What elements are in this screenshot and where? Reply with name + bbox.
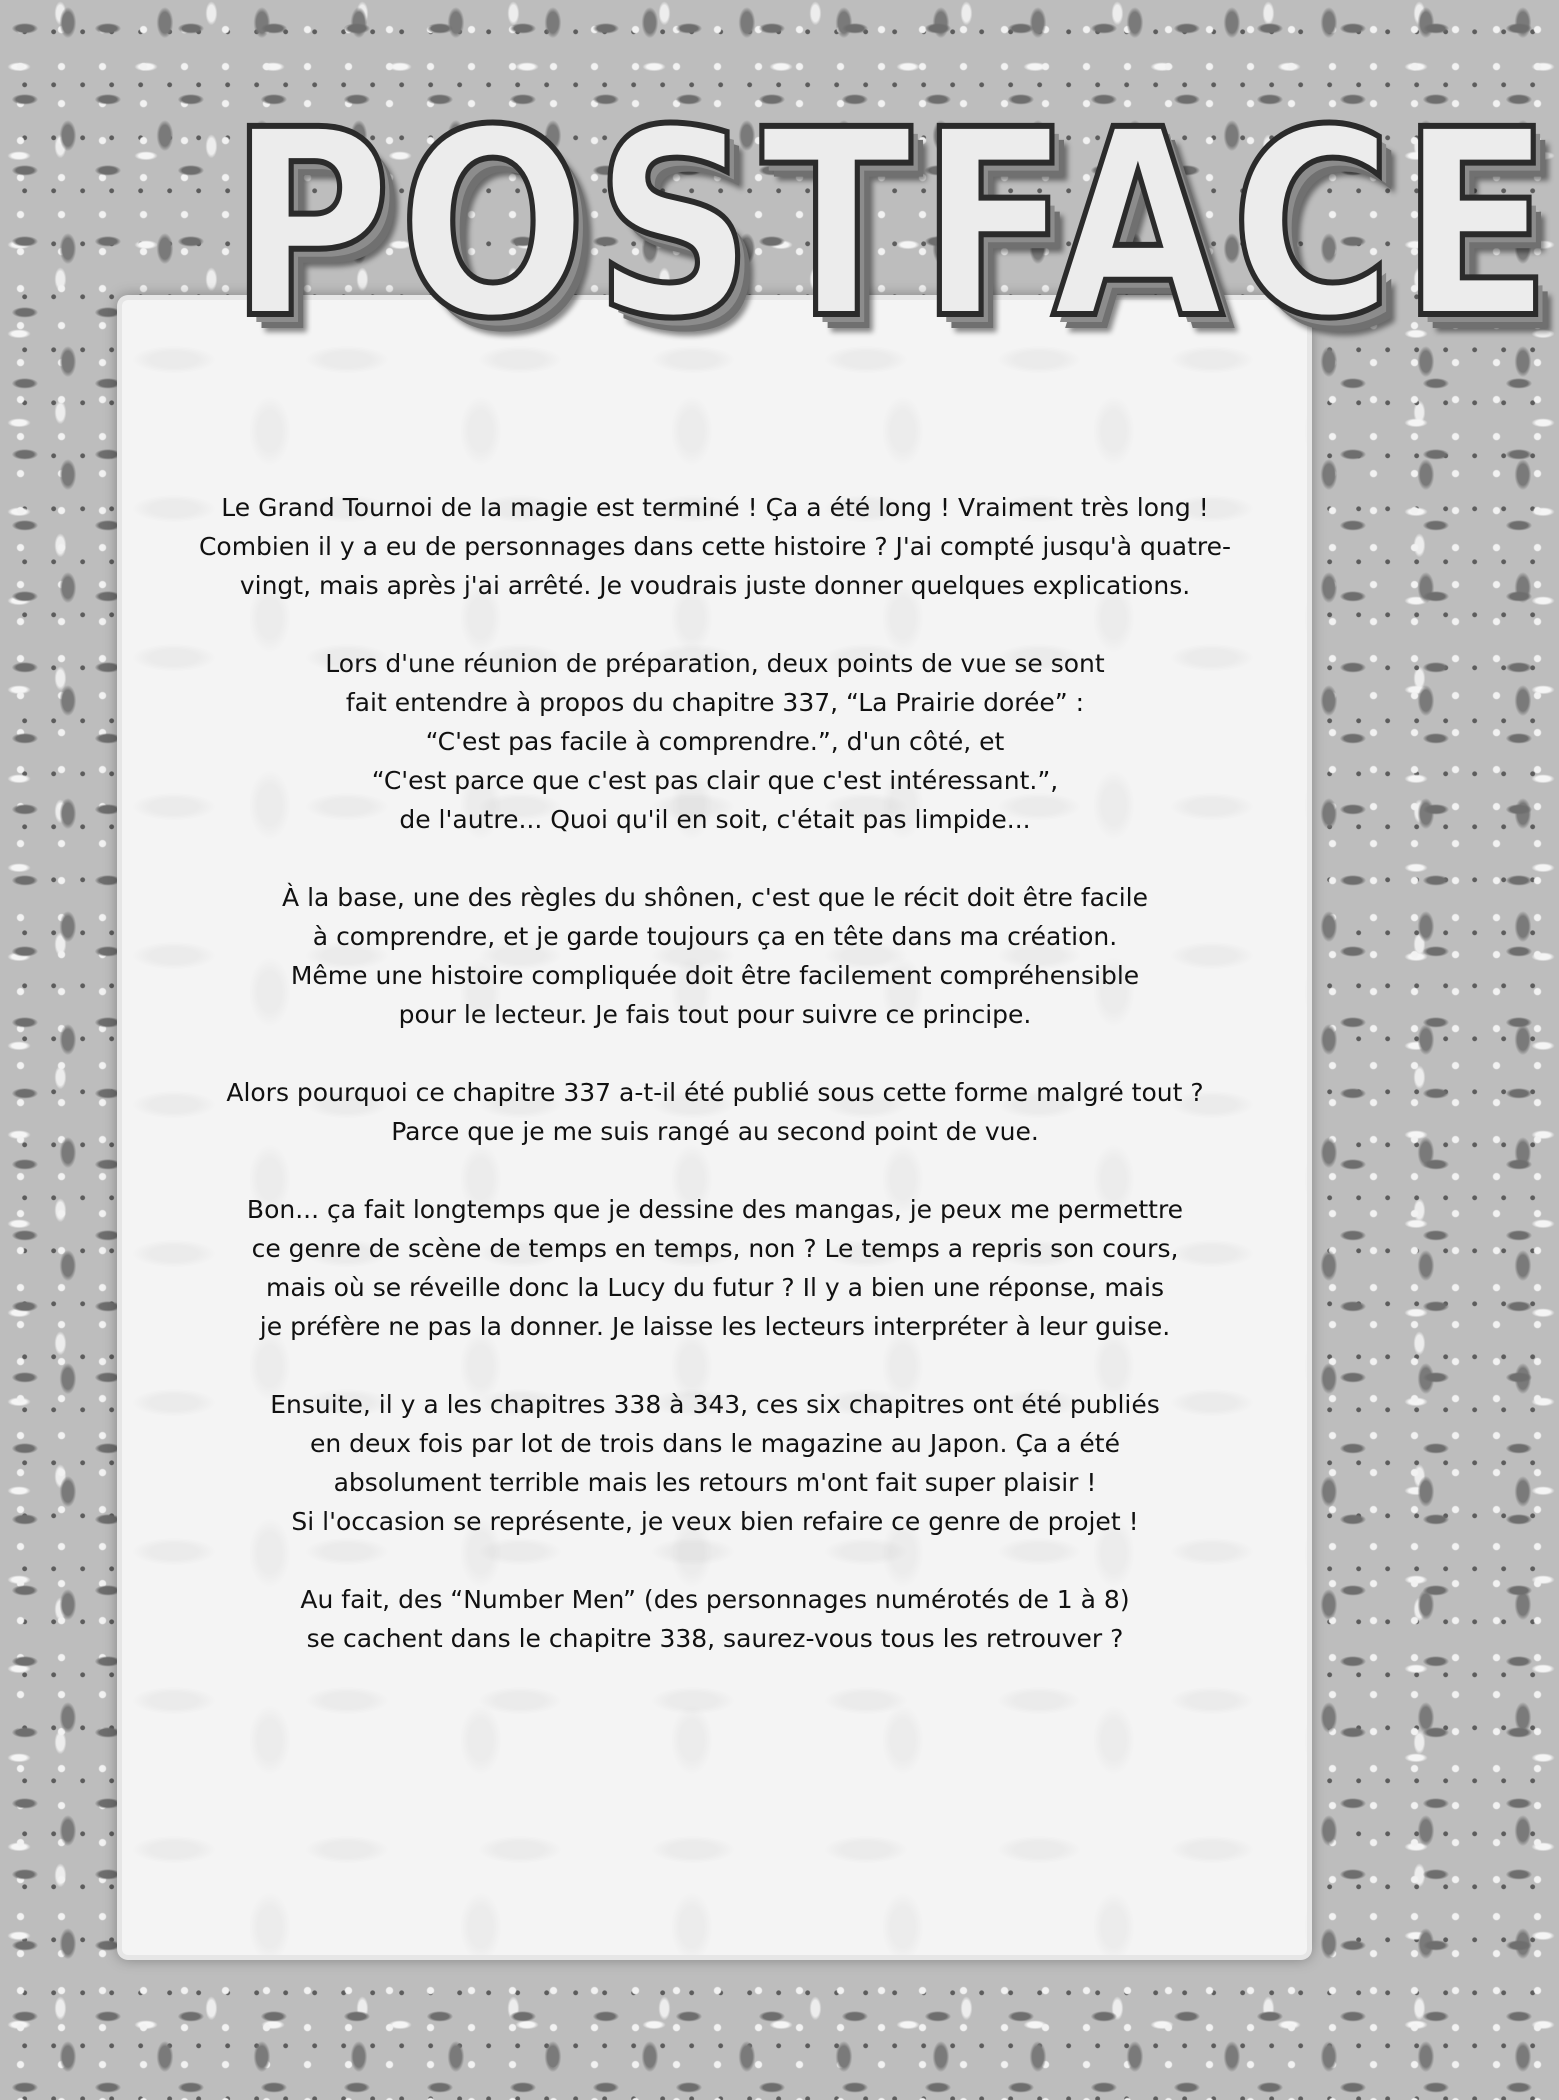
text-line: se cachent dans le chapitre 338, saurez-vous tous les retrouver ? — [306, 1624, 1124, 1653]
text-line: en deux fois par lot de trois dans le magazine au Japon. Ça a été — [309, 1429, 1120, 1458]
text-line: Même une histoire compliquée doit être facilement compréhensible — [290, 961, 1140, 990]
page-title: POSTFACE — [229, 75, 1559, 375]
paragraph — [140, 1580, 1290, 1658]
text-line: absolument terrible mais les retours m'ont fait super plaisir ! — [333, 1468, 1097, 1497]
text-line: “C'est pas facile à comprendre.”, d'un côté, et — [425, 727, 1005, 756]
paragraph — [140, 1190, 1290, 1346]
text-line: Si l'occasion se représente, je veux bien refaire ce genre de projet ! — [291, 1507, 1139, 1536]
text-line: Au fait, des “Number Men” (des personnages numérotés de 1 à 8) — [300, 1585, 1130, 1614]
text-line: fait entendre à propos du chapitre 337, “La Prairie dorée” : — [345, 688, 1085, 717]
text-line: ce genre de scène de temps en temps, non ? Le temps a repris son cours, — [251, 1234, 1179, 1263]
paragraph — [140, 878, 1290, 1034]
text-line: je préfère ne pas la donner. Je laisse les lecteurs interpréter à leur guise. — [259, 1312, 1171, 1341]
text-line: pour le lecteur. Je fais tout pour suivre ce principe. — [398, 1000, 1032, 1029]
text-line: À la base, une des règles du shônen, c'est que le récit doit être facile — [282, 883, 1148, 912]
paragraph — [140, 488, 1290, 605]
text-line: mais où se réveille donc la Lucy du futur ? Il y a bien une réponse, mais — [266, 1273, 1164, 1302]
text-line: Lors d'une réunion de préparation, deux points de vue se sont — [325, 649, 1105, 678]
text-line: Bon... ça fait longtemps que je dessine des mangas, je peux me permettre — [246, 1195, 1184, 1224]
text-line: Ensuite, il y a les chapitres 338 à 343, ces six chapitres ont été publiés — [270, 1390, 1160, 1419]
postface-body — [140, 488, 1290, 1697]
text-line: Parce que je me suis rangé au second point de vue. — [391, 1117, 1039, 1146]
text-line: Le Grand Tournoi de la magie est terminé ! Ça a été long ! Vraiment très long ! — [221, 493, 1209, 522]
text-line: “C'est parce que c'est pas clair que c'est intéressant.”, — [371, 766, 1059, 795]
paragraph — [140, 644, 1290, 839]
text-line: vingt, mais après j'ai arrêté. Je voudrais juste donner quelques explications. — [239, 571, 1191, 600]
text-line: à comprendre, et je garde toujours ça en tête dans ma création. — [312, 922, 1118, 951]
paragraph — [140, 1073, 1290, 1151]
paragraph — [140, 1385, 1290, 1541]
text-line: Alors pourquoi ce chapitre 337 a-t-il été publié sous cette forme malgré tout ? — [226, 1078, 1204, 1107]
text-line: de l'autre... Quoi qu'il en soit, c'était pas limpide... — [399, 805, 1031, 834]
text-line: Combien il y a eu de personnages dans cette histoire ? J'ai compté jusqu'à quatre- — [198, 532, 1232, 561]
